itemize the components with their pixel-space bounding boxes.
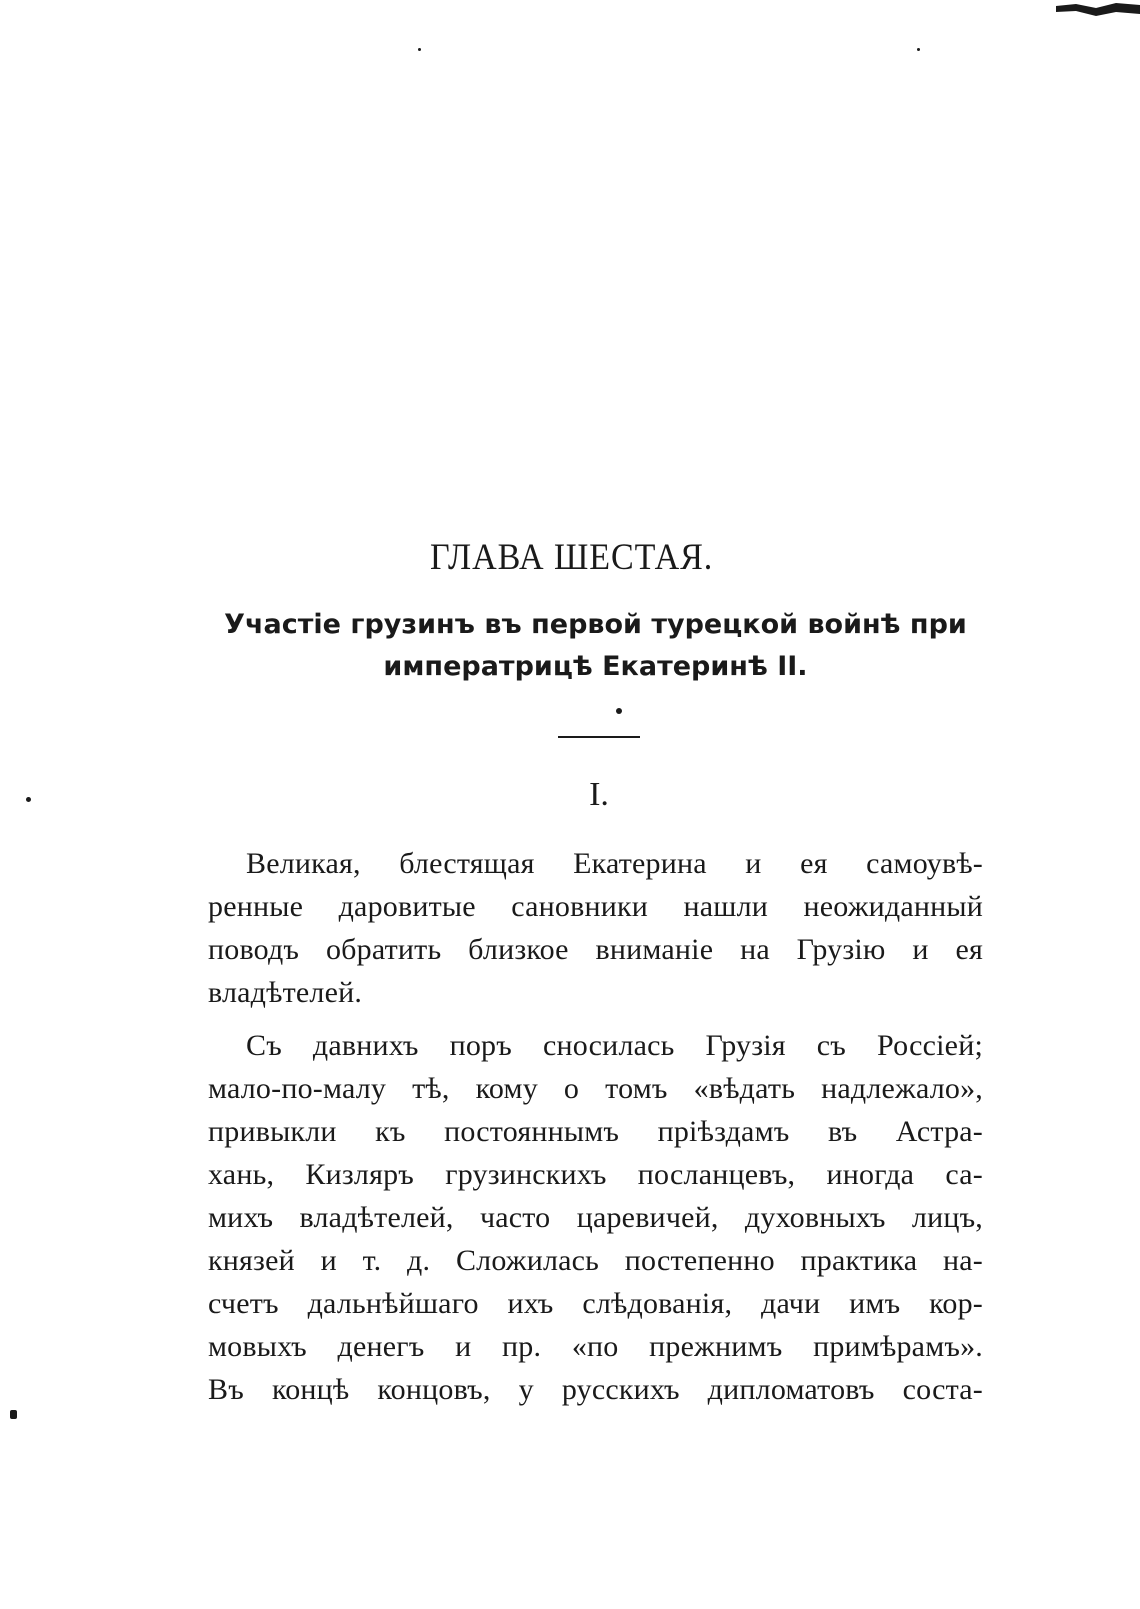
section-number: I. xyxy=(589,776,609,813)
subtitle-line: Участіе грузинъ въ первой турецкой войнѣ при xyxy=(224,609,967,640)
text-line: мовыхъ денегъ и пр. «по прежнимъ примѣрамъ». xyxy=(208,1330,983,1363)
scan-speck xyxy=(917,48,920,51)
text-line: князей и т. д. Сложилась постепенно практика на- xyxy=(208,1244,983,1277)
subtitle-line: императрицѣ Екатеринѣ II. xyxy=(383,651,808,682)
paragraph xyxy=(208,1024,983,1411)
text-line: Съ давнихъ поръ сносилась Грузія съ Россіей; xyxy=(246,1029,983,1062)
chapter-title: ГЛАВА ШЕСТАЯ. xyxy=(430,537,714,578)
ornament-dot xyxy=(616,708,622,714)
text-line: хань, Кизляръ грузинскихъ посланцевъ, иногда са- xyxy=(208,1158,983,1191)
text-line: привыкли къ постояннымъ пріѣздамъ въ Астра- xyxy=(208,1115,983,1148)
text-line: ренные даровитые сановники нашли неожиданный xyxy=(208,890,983,923)
scan-speck xyxy=(418,48,421,51)
paragraph xyxy=(208,842,983,1014)
text-line: Великая, блестящая Екатерина и ея самоувѣ- xyxy=(246,847,983,880)
text-line: мало-по-малу тѣ, кому о томъ «вѣдать надлежало», xyxy=(208,1072,983,1105)
text-line: счетъ дальнѣйшаго ихъ слѣдованія, дачи имъ кор- xyxy=(208,1287,983,1320)
corner-ink-mark xyxy=(1056,0,1140,18)
scan-speck xyxy=(10,1410,17,1419)
chapter-subtitle xyxy=(208,604,983,688)
section-divider xyxy=(558,736,640,738)
text-line: владѣтелей. xyxy=(208,976,363,1009)
text-line: поводъ обратить близкое вниманіе на Грузію и ея xyxy=(208,933,983,966)
text-line: Въ концѣ концовъ, у русскихъ дипломатовъ соста- xyxy=(208,1373,983,1406)
text-line: михъ владѣтелей, часто царевичей, духовныхъ лицъ, xyxy=(208,1201,983,1234)
